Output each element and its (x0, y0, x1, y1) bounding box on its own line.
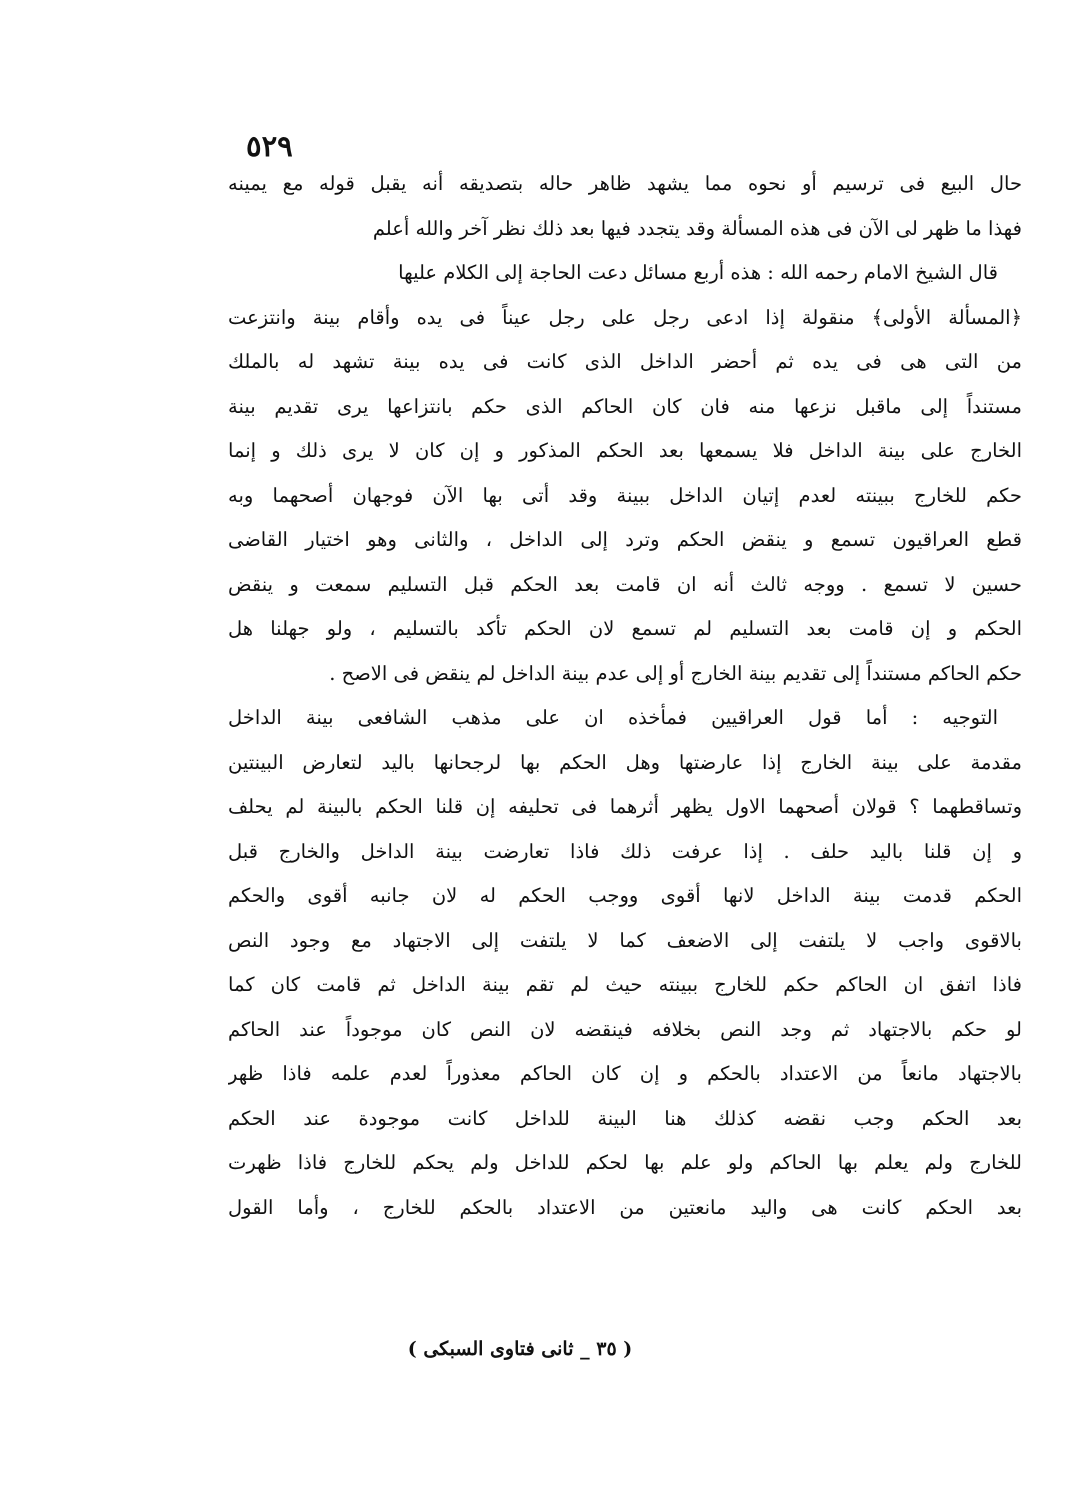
text-line: حال البيع فى ترسيم أو نحوه مما يشهد ظاهر حاله بتصديقه أنه يقبل قوله مع يمينه (228, 172, 1022, 195)
text-line: بعد الحكم وجب نقضه كذلك هنا البينة للداخل كانت موجودة عند الحكم (228, 1106, 1022, 1130)
text-line: بعد الحكم كانت هى واليد مانعتين من الاعتداد بالحكم للخارج ، وأما القول (228, 1195, 1022, 1219)
text-line: لو حكم بالاجتهاد ثم وجد النص بخلافه فينقضه لان النص كان موجوداً عند الحاكم (228, 1017, 1022, 1041)
text-line: مقدمة على بينة الخارج إذا عارضتها وهل الحكم بها لرجحانها باليد لتعارض البينتين (228, 750, 1022, 774)
text-line: للخارج ولم يعلم بها الحاكم ولو علم بها لحكم للداخل ولم يحكم للخارج فاذا ظهرت (228, 1151, 1022, 1174)
text-line: وتساقطهما ؟ قولان أصحهما الاول يظهر أثرهما فى تحليفه إن قلنا الحكم بالبينة لم يحلف (228, 795, 1022, 818)
text-line: مستنداً إلى ماقبل نزعها منه فان كان الحاكم الذى حكم بانتزاعها يرى تقديم بينة (228, 394, 1022, 418)
text-line: الحكم قدمت بينة الداخل لانها أقوى ووجب الحكم له لان جانبه أقوى والحكم (228, 884, 1022, 907)
text-line: ﴿المسألة الأولى﴾ منقولة إذا ادعى رجل على رجل عيناً فى يده وأقام بينة وانتزعت (228, 305, 1022, 329)
text-line: حكم للخارج ببينته لعدم إتيان الداخل ببينة وقد أتى بها الآن فوجهان أصحهما وبه (228, 483, 1022, 507)
body-text (228, 162, 1022, 1230)
text-line: بالاجتهاد مانعاً من الاعتداد بالحكم و إن كان الحاكم معذوراً لعدم علمه فاذا ظهر (228, 1062, 1022, 1085)
text-line: من التى هى فى يده ثم أحضر الداخل الذى كانت فى يده بينة تشهد له بالملك (228, 350, 1022, 373)
text-line: حسين لا تسمع . ووجه ثالث أنه ان قامت بعد الحكم قبل التسليم سمعت و ينقض (228, 572, 1022, 596)
text-line: و إن قلنا باليد حلف . إذا عرفت ذلك فاذا تعارضت بينة الداخل والخارج قبل (228, 839, 1022, 863)
text-line: الحكم و إن قامت بعد التسليم لم تسمع لان الحكم تأكد بالتسليم ، ولو جهلنا هل (228, 617, 1022, 640)
text-line: قال الشيخ الامام رحمه الله : هذه أربع مسائل دعت الحاجة إلى الكلام عليها (398, 261, 998, 284)
text-line: التوجيه : أما قول العراقيين فمأخذه ان على مذهب الشافعى بينة الداخل (228, 706, 998, 729)
text-line: فاذا اتفق ان الحاكم حكم للخارج ببينته حيث لم تقم بينة الداخل ثم قامت كان كما (228, 973, 1022, 996)
text-line: بالاقوى واجب لا يلتفت إلى الاضعف كما لا يلتفت إلى الاجتهاد مع وجود النص (228, 928, 1022, 952)
page-number: ٥٢٩ (246, 129, 293, 163)
text-line: الخارج على بينة الداخل فلا يسمعها بعد الحكم المذكور و إن كان لا يرى ذلك و إنما (228, 439, 1022, 462)
text-line: قطع العراقيون تسمع و ينقض الحكم وترد إلى الداخل ، والثانى وهو اختيار القاضى (228, 528, 1022, 551)
page-footer: ( ٣٥ _ ثانى فتاوى السبكى ) (407, 1338, 633, 1360)
text-line: حكم الحاكم مستنداً إلى تقديم بينة الخارج أو إلى عدم بينة الداخل لم ينقض فى الاصح . (329, 661, 1022, 685)
text-line: فهذا ما ظهر لى الآن فى هذه المسألة وقد يتجدد فيها بعد ذلك نظر آخر والله أعلم (372, 216, 1022, 240)
